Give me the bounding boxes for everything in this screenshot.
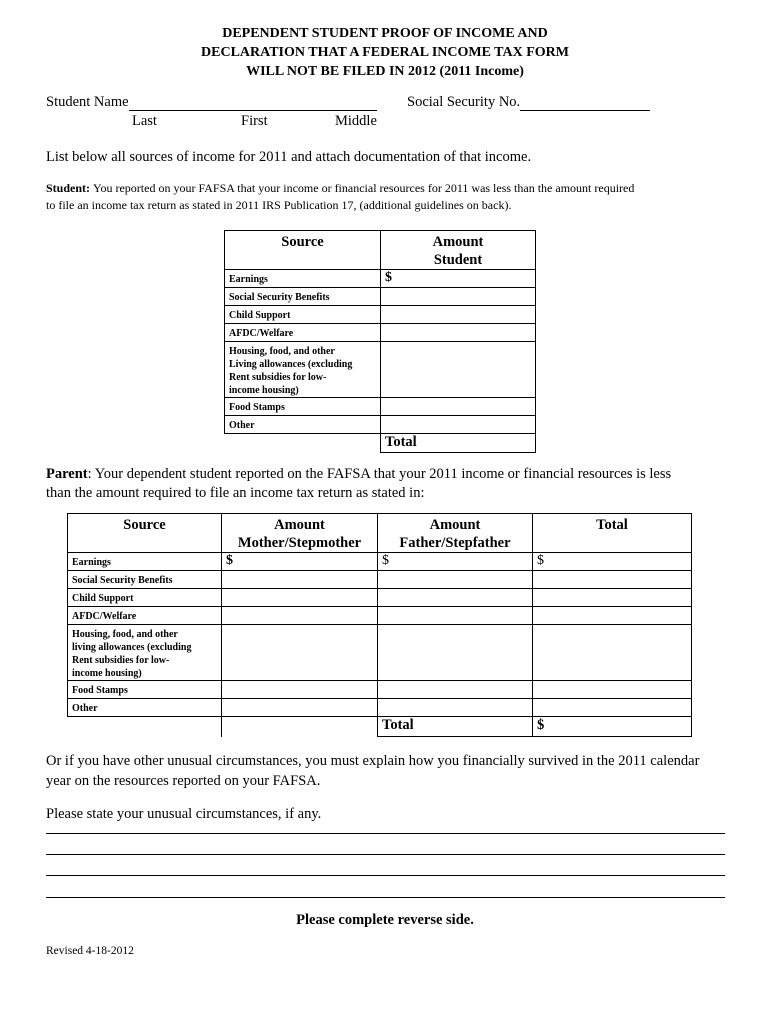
parent-food-stamps-total[interactable] [533, 681, 692, 699]
parent-afdc-mother[interactable] [222, 607, 378, 625]
parent-food-stamps-mother[interactable] [222, 681, 378, 699]
parent-afdc-father[interactable] [378, 607, 533, 625]
parent-child-support-total[interactable] [533, 589, 692, 607]
parent-total-spacer-2 [222, 717, 378, 737]
table-row [225, 416, 536, 434]
student-ssb-amount[interactable] [381, 288, 536, 306]
parent-ssb-father[interactable] [378, 571, 533, 589]
parent-earnings-father[interactable]: $ [378, 553, 533, 571]
student-housing-line: Housing, food, and other [229, 346, 335, 357]
parent-col-mother-l2: Mother/Stepmother [237, 535, 362, 551]
parent-housing-mother[interactable] [222, 625, 378, 681]
parent-income-table [67, 513, 692, 737]
table-row [68, 699, 692, 717]
student-afdc-amount[interactable] [381, 324, 536, 342]
student-row-child-support: Child Support [225, 306, 381, 324]
student-food-stamps-amount[interactable] [381, 398, 536, 416]
table-row [225, 270, 536, 288]
student-name-row [46, 94, 377, 111]
table-row [68, 553, 692, 571]
table-row [225, 324, 536, 342]
table-row [68, 571, 692, 589]
parent-col-source: Source [68, 514, 222, 553]
student-housing-line: income housing) [229, 385, 299, 396]
parent-housing-line: living allowances (excluding [72, 642, 192, 653]
student-row-afdc: AFDC/Welfare [225, 324, 381, 342]
unusual-prompt: Please state your unusual circumstances, if any. [46, 806, 322, 822]
parent-child-support-father[interactable] [378, 589, 533, 607]
student-row-food-stamps: Food Stamps [225, 398, 381, 416]
reverse-side-note: Please complete reverse side. [296, 912, 474, 928]
parent-afdc-total[interactable] [533, 607, 692, 625]
unusual-text-1: Or if you have other unusual circumstances, you must explain how you financially survived in the 2011 calendar [46, 753, 700, 769]
student-row-housing [225, 342, 381, 398]
explanation-line-1[interactable] [46, 833, 725, 834]
table-row [68, 607, 692, 625]
student-paragraph [46, 180, 634, 214]
parent-housing-father[interactable] [378, 625, 533, 681]
student-housing-line: Living allowances (excluding [229, 359, 353, 370]
table-row [225, 342, 536, 398]
parent-col-total: Total [533, 514, 692, 553]
parent-housing-line: income housing) [72, 668, 142, 679]
table-row [225, 306, 536, 324]
ssn-field[interactable] [520, 96, 650, 111]
name-first-caption: First [241, 113, 268, 129]
parent-grand-total[interactable]: $ [533, 717, 692, 737]
table-row [68, 589, 692, 607]
title-line-3: WILL NOT BE FILED IN 2012 (2011 Income) [246, 64, 524, 79]
name-last-caption: Last [132, 113, 157, 129]
parent-housing-line: Housing, food, and other [72, 629, 178, 640]
parent-row-earnings: Earnings [68, 553, 222, 571]
student-label: Student: [46, 181, 91, 195]
student-total-spacer [225, 434, 381, 453]
student-col-source: Source [225, 231, 381, 270]
parent-earnings-mother[interactable]: $ [222, 553, 378, 571]
parent-col-father-l2: Father/Stepfather [399, 535, 511, 551]
title-line-1: DEPENDENT STUDENT PROOF OF INCOME AND [222, 26, 548, 41]
ssn-row [407, 94, 650, 111]
parent-child-support-mother[interactable] [222, 589, 378, 607]
explanation-line-3[interactable] [46, 875, 725, 876]
parent-housing-total[interactable] [533, 625, 692, 681]
parent-row-child-support: Child Support [68, 589, 222, 607]
parent-col-mother-l1: Amount [274, 517, 325, 533]
ssn-label: Social Security No. [407, 94, 521, 110]
revised-date: Revised 4-18-2012 [46, 945, 134, 957]
student-row-earnings: Earnings [225, 270, 381, 288]
table-row [68, 681, 692, 699]
parent-row-food-stamps: Food Stamps [68, 681, 222, 699]
student-text-2: to file an income tax return as stated in 2011 IRS Publication 17, (additional guidelines on back). [46, 198, 512, 212]
parent-ssb-mother[interactable] [222, 571, 378, 589]
parent-text-1: : Your dependent student reported on the FAFSA that your 2011 income or financial resources is less [87, 466, 672, 482]
instructions: List below all sources of income for 2011 and attach documentation of that income. [46, 149, 532, 165]
student-row-other: Other [225, 416, 381, 434]
parent-food-stamps-father[interactable] [378, 681, 533, 699]
parent-row-ssb: Social Security Benefits [68, 571, 222, 589]
parent-total-label: Total [378, 717, 533, 737]
parent-col-father [378, 514, 533, 553]
parent-text-2: than the amount required to file an income tax return as stated in: [46, 485, 425, 501]
parent-earnings-total[interactable]: $ [533, 553, 692, 571]
form-title [0, 24, 770, 81]
table-row [225, 288, 536, 306]
parent-col-mother [222, 514, 378, 553]
student-housing-line: Rent subsidies for low- [229, 372, 327, 383]
parent-total-spacer [68, 717, 222, 737]
parent-row-housing [68, 625, 222, 681]
student-total[interactable]: Total [381, 434, 536, 453]
parent-row-other: Other [68, 699, 222, 717]
student-name-label: Student Name [46, 94, 129, 110]
unusual-text-2: year on the resources reported on your FAFSA. [46, 773, 321, 789]
student-child-support-amount[interactable] [381, 306, 536, 324]
name-middle-caption: Middle [335, 113, 377, 129]
student-income-table [224, 230, 536, 453]
parent-housing-line: Rent subsidies for low- [72, 655, 170, 666]
parent-paragraph [46, 465, 671, 503]
student-name-field[interactable] [129, 96, 377, 111]
parent-row-afdc: AFDC/Welfare [68, 607, 222, 625]
parent-ssb-total[interactable] [533, 571, 692, 589]
parent-col-father-l1: Amount [429, 517, 481, 533]
title-line-2: DECLARATION THAT A FEDERAL INCOME TAX FORM [201, 45, 569, 60]
parent-other-total[interactable] [533, 699, 692, 717]
student-earnings-amount[interactable]: $ [381, 270, 536, 288]
student-col-amount-l2: Student [433, 252, 483, 268]
student-housing-amount[interactable] [381, 342, 536, 398]
student-other-amount[interactable] [381, 416, 536, 434]
parent-other-father[interactable] [378, 699, 533, 717]
unusual-paragraph [46, 751, 699, 791]
table-row [68, 625, 692, 681]
explanation-line-2[interactable] [46, 854, 725, 855]
student-text-1: You reported on your FAFSA that your income or financial resources for 2011 was less than the amount required [93, 181, 635, 195]
student-row-ssb: Social Security Benefits [225, 288, 381, 306]
parent-label: Parent [46, 466, 88, 482]
explanation-line-4[interactable] [46, 897, 725, 898]
parent-other-mother[interactable] [222, 699, 378, 717]
student-col-amount [381, 231, 536, 270]
student-col-amount-l1: Amount [432, 234, 484, 250]
table-row [225, 398, 536, 416]
